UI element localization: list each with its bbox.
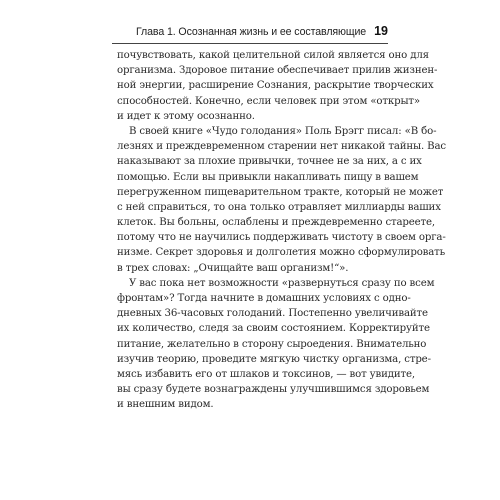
text-line: в трех словах: „Очищайте ваш организм!“».: [117, 262, 349, 274]
text-line: У вас пока нет возможности «развернуться сразу по всем: [129, 277, 435, 289]
text-line: фронтам»? Тогда начните в домашних условиях с одно-: [117, 293, 411, 304]
text-line: низме. Секрет здоровья и долголетия можно сформулировать: [117, 247, 446, 259]
body-text: [117, 48, 446, 413]
text-line: наказывают за плохие привычки, точнее не за них, а с их: [117, 156, 422, 168]
text-line: и внешним видом.: [117, 399, 214, 411]
header-rule: [112, 43, 388, 44]
text-line: потому что не научились поддерживать чистоту в своем орга-: [117, 232, 446, 244]
text-line: В своей книге «Чудо голодания» Поль Брэгг писал: «В бо-: [129, 125, 437, 137]
text-line: перегруженном пищеварительном тракте, который не может: [117, 186, 444, 198]
text-line: помощью. Если вы привыкли накапливать пищу в вашем: [117, 171, 419, 183]
text-line: организма. Здоровое питание обеспечивает прилив жизнен-: [117, 65, 438, 77]
text-line: с ней справиться, то она только отравляет миллиарды ваших: [117, 201, 441, 213]
text-line: изучив теорию, проведите мягкую чистку организма, стре-: [117, 353, 431, 365]
text-line: почувствовать, какой целительной силой является оно для: [117, 50, 429, 61]
text-line: их количество, следя за своим состоянием. Корректируйте: [117, 323, 430, 335]
text-line: вы сразу будете вознаграждены улучшившимся здоровьем: [117, 384, 430, 396]
text-line: клеток. Вы больны, ослаблены и преждевременно стареете,: [117, 217, 436, 229]
text-line: дневных 36-часовых голоданий. Постепенно увеличивайте: [117, 308, 428, 320]
chapter-title: Глава 1. Осознанная жизнь и ее составляющие: [136, 26, 367, 38]
running-header: [112, 24, 388, 44]
page-number: 19: [374, 24, 388, 38]
text-line: и идет к этому осознанно.: [117, 110, 255, 122]
text-line: мясь избавить его от шлаков и токсинов, — вот увидите,: [117, 368, 415, 380]
text-line: питание, желательно в сторону сыроедения. Внимательно: [117, 338, 427, 350]
text-line: ной энергии, расширение Сознания, раскрытие творческих: [117, 80, 434, 92]
text-line: лезнях и преждевременном старении нет никакой тайны. Вас: [117, 141, 446, 153]
text-line: способностей. Конечно, если человек при этом «открыт»: [117, 95, 421, 107]
